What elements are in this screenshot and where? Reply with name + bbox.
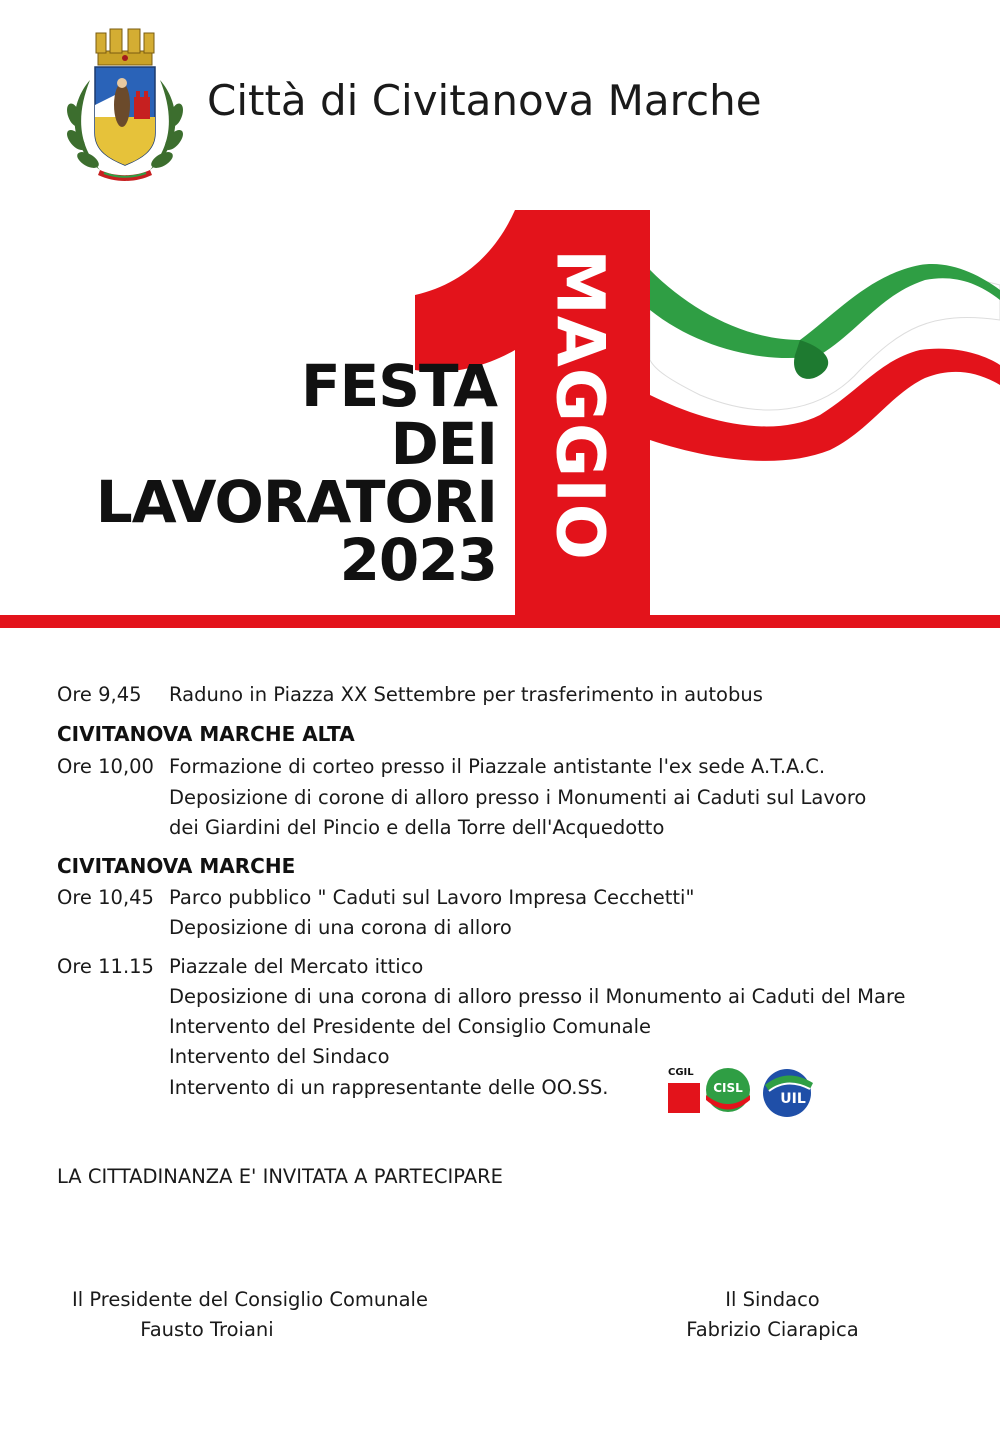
- program-line: Intervento di un rappresentante delle OO.SS.: [169, 1076, 609, 1099]
- right-signature-name: Fabrizio Ciarapica: [686, 1318, 859, 1341]
- program-line: Deposizione di una corona di alloro presso il Monumento ai Caduti del Mare: [169, 985, 906, 1008]
- program-time: Ore 11.15: [57, 955, 154, 978]
- invitation-text: LA CITTADINANZA E' INVITATA A PARTECIPARE: [57, 1165, 504, 1188]
- uil-label: UIL: [780, 1091, 806, 1107]
- cgil-logo-icon: [668, 1067, 700, 1113]
- left-signature-role: Il Presidente del Consiglio Comunale: [72, 1288, 428, 1311]
- union-logos: [665, 1065, 820, 1120]
- italian-flag-ribbon-icon: [650, 264, 1000, 461]
- red-divider-line: [0, 615, 1000, 628]
- festa-line-3: LAVORATORI: [95, 468, 497, 536]
- month-vertical-label: MAGGIO: [541, 249, 619, 561]
- shield-icon: [95, 67, 155, 165]
- section-heading: CIVITANOVA MARCHE: [57, 854, 296, 878]
- program-line: dei Giardini del Pincio e della Torre dell'Acquedotto: [169, 816, 665, 839]
- uil-logo-icon: [763, 1069, 813, 1117]
- city-title: Città di Civitanova Marche: [207, 76, 762, 125]
- may-day-graphic: [0, 200, 1000, 640]
- right-signature-role: Il Sindaco: [725, 1288, 820, 1311]
- program-line: Formazione di corteo presso il Piazzale antistante l'ex sede A.T.A.C.: [169, 755, 826, 778]
- program-line: Deposizione di corone di alloro presso i Monumenti ai Caduti sul Lavoro: [169, 786, 867, 809]
- program-time: Ore 10,45: [57, 886, 154, 909]
- left-signature-name: Fausto Troiani: [140, 1318, 274, 1341]
- program-line: Intervento del Sindaco: [169, 1045, 390, 1068]
- program-time: Ore 9,45: [57, 683, 142, 706]
- program-time: Ore 10,00: [57, 755, 154, 778]
- program-line: Deposizione di una corona di alloro: [169, 916, 512, 939]
- program-line: Intervento del Presidente del Consiglio Comunale: [169, 1015, 652, 1038]
- city-coat-of-arms: [60, 25, 190, 190]
- program-line: Piazzale del Mercato ittico: [169, 955, 424, 978]
- cisl-logo-icon: [706, 1068, 750, 1112]
- cgil-label: CGIL: [668, 1067, 694, 1078]
- cisl-label: CISL: [713, 1081, 743, 1095]
- program-line: Parco pubblico " Caduti sul Lavoro Impresa Cecchetti": [169, 886, 695, 909]
- festa-line-4: 2023: [339, 526, 497, 594]
- festa-line-2: DEI: [390, 410, 497, 478]
- program-line: Raduno in Piazza XX Settembre per trasferimento in autobus: [169, 683, 763, 706]
- section-heading: CIVITANOVA MARCHE ALTA: [57, 722, 355, 746]
- festa-line-1: FESTA: [301, 352, 497, 420]
- crown-icon: [96, 29, 154, 65]
